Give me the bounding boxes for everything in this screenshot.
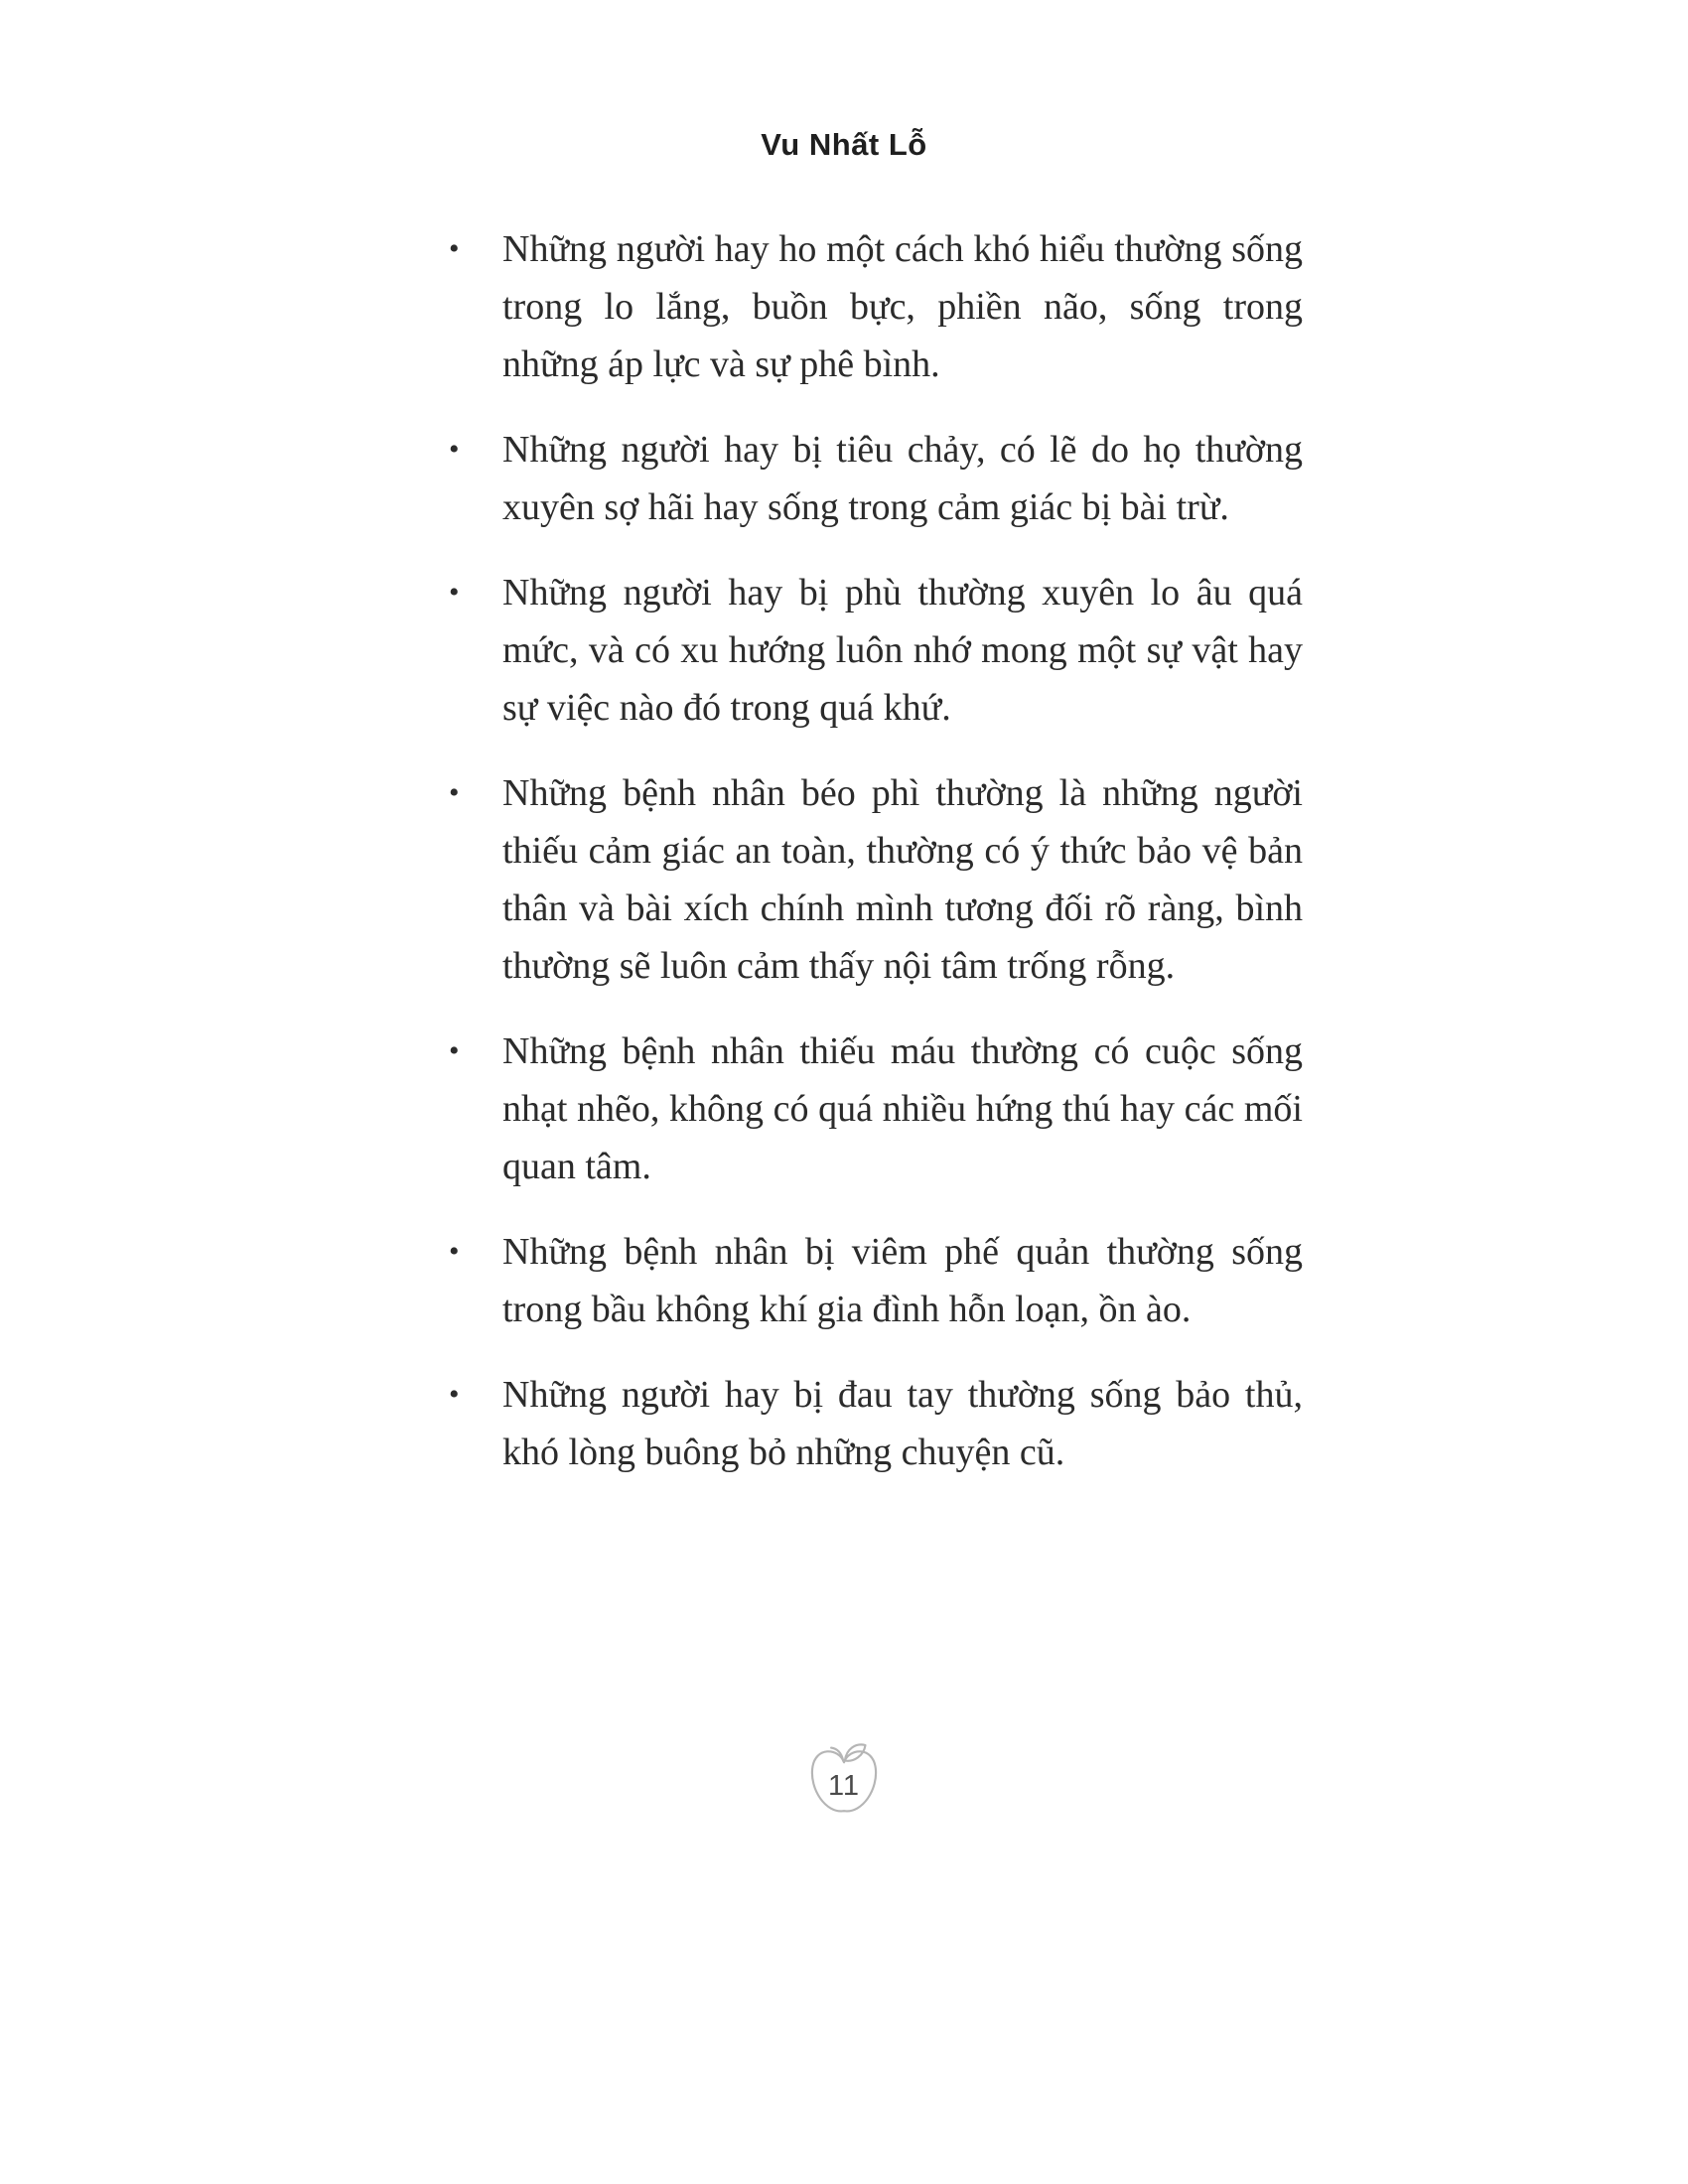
page-footer (0, 1739, 1688, 1825)
bullet-text: Những bệnh nhân béo phì thường là những người thiếu cảm giác an toàn, thường có ý thức bảo vệ bản thân và bài xích chính mình tương đối rõ ràng, bình thường sẽ luôn cảm thấy nội tâm trống rỗng. (502, 772, 1303, 987)
bullet-icon: • (449, 776, 460, 809)
bullet-icon: • (449, 1235, 460, 1268)
bullet-text: Những người hay ho một cách khó hiểu thường sống trong lo lắng, buồn bực, phiền não, sống trong những áp lực và sự phê bình. (502, 228, 1303, 385)
bullet-text: Những bệnh nhân thiếu máu thường có cuộc sống nhạt nhẽo, không có quá nhiều hứng thú hay các mối quan tâm. (502, 1030, 1303, 1187)
list-item (449, 564, 1303, 737)
apple-page-badge (801, 1739, 887, 1825)
bullet-text: Những người hay bị tiêu chảy, có lẽ do họ thường xuyên sợ hãi hay sống trong cảm giác bị bài trừ. (502, 429, 1303, 528)
page-content (449, 220, 1303, 1509)
list-item (449, 421, 1303, 536)
running-header-author: Vu Nhất Lỗ (761, 127, 927, 162)
page-number: 11 (827, 1769, 861, 1802)
list-item (449, 220, 1303, 393)
list-item (449, 1023, 1303, 1195)
list-item (449, 764, 1303, 995)
bullet-text: Những người hay bị phù thường xuyên lo âu quá mức, và có xu hướng luôn nhớ mong một sự vật hay sự việc nào đó trong quá khứ. (502, 572, 1303, 729)
bullet-icon: • (449, 433, 460, 466)
bullet-icon: • (449, 576, 460, 609)
list-item (449, 1366, 1303, 1481)
bullet-icon: • (449, 1034, 460, 1067)
bullet-text: Những người hay bị đau tay thường sống bảo thủ, khó lòng buông bỏ những chuyện cũ. (502, 1374, 1303, 1473)
bullet-icon: • (449, 1378, 460, 1411)
bullet-icon: • (449, 232, 460, 265)
list-item (449, 1223, 1303, 1338)
bullet-text: Những bệnh nhân bị viêm phế quản thường sống trong bầu không khí gia đình hỗn loạn, ồn ào. (502, 1231, 1303, 1330)
